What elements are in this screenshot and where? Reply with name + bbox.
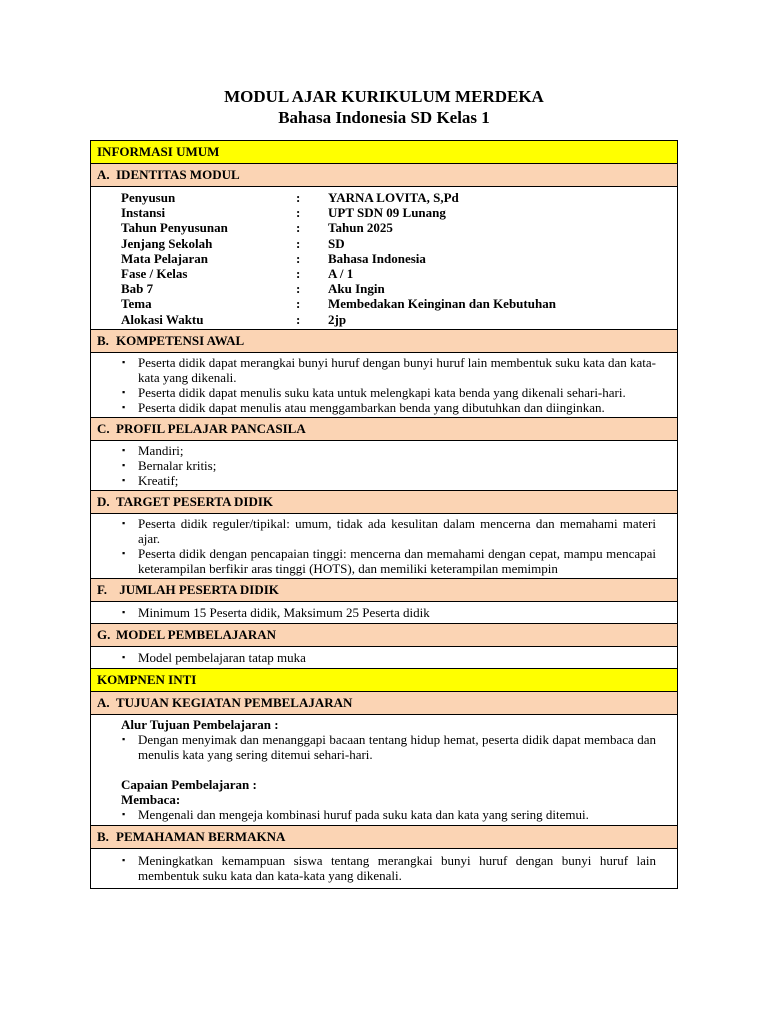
identitas-value: YARNA LOVITA, S,Pd (328, 190, 459, 205)
identitas-colon: : (296, 190, 301, 205)
bullet-icon: ▪ (122, 547, 126, 558)
identitas-label: Instansi (121, 205, 166, 221)
kompetensi-content (91, 353, 677, 418)
section-letter: C. (97, 420, 110, 436)
jumlah-list (91, 602, 677, 623)
model-list (91, 647, 677, 668)
identitas-label: Jenjang Sekolah (121, 235, 213, 251)
identitas-row (121, 281, 677, 296)
section-title: IDENTITAS MODUL (116, 167, 240, 182)
identitas-value: Membedakan Keinginan dan Kebutuhan (328, 296, 556, 312)
list-item-text: Bernalar kritis; (138, 457, 217, 473)
list-item-text: Peserta didik dapat merangkai bunyi huruf dengan bunyi huruf lain membentuk suku kata dan kata-kata yang dikenali. (138, 354, 656, 385)
identitas-label: Mata Pelajaran (121, 250, 209, 266)
identitas-value: Tahun 2025 (328, 220, 393, 236)
identitas-label: Alokasi Waktu (121, 311, 204, 327)
list-item (121, 443, 656, 458)
identitas-colon: : (296, 281, 301, 297)
alur-list (121, 732, 656, 762)
pemahaman-content (91, 849, 677, 888)
bullet-icon: ▪ (122, 386, 126, 397)
identitas-value: Aku Ingin (328, 281, 385, 297)
list-item (121, 650, 656, 665)
section-letter: F. (97, 581, 107, 597)
identitas-list (91, 187, 677, 330)
list-item (121, 355, 656, 385)
list-item-text: Mengenali dan mengeja kombinasi huruf pada suku kata dan kata yang sering ditemui. (138, 806, 589, 822)
identitas-row (121, 220, 677, 235)
list-item-text: Kreatif; (138, 472, 179, 488)
header-profil-pelajar (91, 418, 677, 441)
list-item (121, 732, 656, 762)
kompetensi-list (91, 353, 677, 417)
identitas-colon: : (296, 220, 301, 236)
bullet-icon: ▪ (122, 854, 126, 865)
identitas-colon: : (296, 205, 301, 221)
section-title: JUMLAH PESERTA DIDIK (116, 581, 279, 597)
tujuan-content (91, 715, 677, 826)
alur-tujuan-label: Alur Tujuan Pembelajaran : (121, 716, 279, 732)
document-title (0, 87, 768, 128)
section-title: PROFIL PELAJAR PANCASILA (116, 420, 306, 436)
section-title: TARGET PESERTA DIDIK (116, 493, 274, 509)
identitas-colon: : (296, 235, 301, 251)
list-item (121, 605, 656, 620)
header-target-peserta (91, 491, 677, 514)
list-item (121, 516, 656, 546)
profil-content (91, 441, 677, 491)
identitas-value: SD (328, 235, 345, 251)
header-komponen-inti: KOMPNEN INTI (91, 669, 677, 692)
title-line-2: Bahasa Indonesia SD Kelas 1 (278, 108, 490, 127)
section-letter: A. (97, 167, 110, 182)
list-item (121, 853, 656, 883)
identitas-row (121, 205, 677, 220)
identitas-label: Penyusun (121, 190, 176, 205)
identitas-row (121, 190, 677, 205)
list-item (121, 400, 656, 415)
membaca-list (121, 807, 656, 822)
module-table (90, 140, 678, 889)
list-item-text: Peserta didik reguler/tipikal: umum, tidak ada kesulitan dalam mencerna dan memahami materi ajar. (138, 515, 656, 546)
bullet-icon: ▪ (122, 459, 126, 470)
identitas-colon: : (296, 265, 301, 281)
identitas-row (121, 296, 677, 311)
identitas-value: Bahasa Indonesia (328, 250, 426, 266)
pemahaman-list (91, 849, 677, 888)
bullet-icon: ▪ (122, 808, 126, 819)
list-item-text: Model pembelajaran tatap muka (138, 649, 306, 665)
profil-list (91, 441, 677, 490)
target-list (91, 514, 677, 578)
bullet-icon: ▪ (122, 606, 126, 617)
list-item (121, 385, 656, 400)
section-title: KOMPETENSI AWAL (116, 332, 245, 348)
bullet-icon: ▪ (122, 733, 126, 744)
identitas-label: Fase / Kelas (121, 265, 188, 281)
list-item-text: Meningkatkan kemampuan siswa tentang merangkai bunyi huruf dengan bunyi huruf lain membentuk suku kata dan kata-kata yang dikenali. (138, 852, 656, 883)
header-kompetensi-awal (91, 330, 677, 353)
identitas-colon: : (296, 311, 301, 327)
header-pemahaman-bermakna (91, 826, 677, 849)
section-title: PEMAHAMAN BERMAKNA (116, 828, 286, 844)
capaian-label: Capaian Pembelajaran : (121, 776, 257, 792)
header-model-pembelajaran (91, 624, 677, 647)
spacer (121, 762, 656, 777)
list-item (121, 546, 656, 576)
identitas-value: 2jp (328, 311, 347, 327)
membaca-label: Membaca: (121, 791, 181, 807)
list-item (121, 458, 656, 473)
identitas-row (121, 266, 677, 281)
bullet-icon: ▪ (122, 401, 126, 412)
bullet-icon: ▪ (122, 444, 126, 455)
list-item-text: Dengan menyimak dan menanggapi bacaan tentang hidup hemat, peserta didik dapat membaca dan menulis kata yang sering ditemui sehari-hari. (138, 731, 656, 762)
list-item-text: Mandiri; (138, 442, 184, 458)
identitas-label: Bab 7 (121, 281, 154, 297)
identitas-label: Tahun Penyusunan (121, 220, 228, 236)
list-item-text: Peserta didik dapat menulis atau menggambarkan benda yang dibutuhkan dan diinginkan. (138, 399, 605, 415)
list-item (121, 807, 656, 822)
identitas-row (121, 312, 677, 327)
identitas-value: UPT SDN 09 Lunang (328, 205, 446, 221)
header-tujuan-kegiatan (91, 692, 677, 715)
identitas-colon: : (296, 296, 301, 312)
list-item (121, 473, 656, 488)
list-item-text: Peserta didik dapat menulis suku kata untuk melengkapi kata benda yang dikenali sehari-hari. (138, 384, 626, 400)
title-line-1: MODUL AJAR KURIKULUM MERDEKA (224, 87, 544, 106)
section-letter: D. (97, 493, 110, 509)
header-informasi-umum: INFORMASI UMUM (91, 141, 677, 164)
section-letter: A. (97, 694, 110, 710)
identitas-colon: : (296, 250, 301, 266)
identitas-row (121, 251, 677, 266)
identitas-value: A / 1 (328, 265, 354, 281)
header-jumlah-peserta (91, 579, 677, 602)
bullet-icon: ▪ (122, 474, 126, 485)
list-item-text: Peserta didik dengan pencapaian tinggi: mencerna dan memahami dengan cepat, mampu mencapai keterampilan berfikir aras tinggi (HOTS), dan memiliki keterampilan memimpin (138, 545, 656, 576)
section-title: MODEL PEMBELAJARAN (116, 626, 276, 642)
jumlah-content (91, 602, 677, 624)
model-content (91, 647, 677, 669)
identitas-label: Tema (121, 296, 152, 312)
header-identitas-modul (91, 164, 677, 187)
section-title: TUJUAN KEGIATAN PEMBELAJARAN (116, 694, 353, 710)
target-content (91, 514, 677, 579)
section-letter: G. (97, 626, 111, 642)
bullet-icon: ▪ (122, 356, 126, 367)
identitas-row (121, 236, 677, 251)
bullet-icon: ▪ (122, 517, 126, 528)
section-letter: B. (97, 828, 109, 844)
section-letter: B. (97, 332, 109, 348)
bullet-icon: ▪ (122, 651, 126, 662)
list-item-text: Minimum 15 Peserta didik, Maksimum 25 Peserta didik (138, 604, 430, 620)
